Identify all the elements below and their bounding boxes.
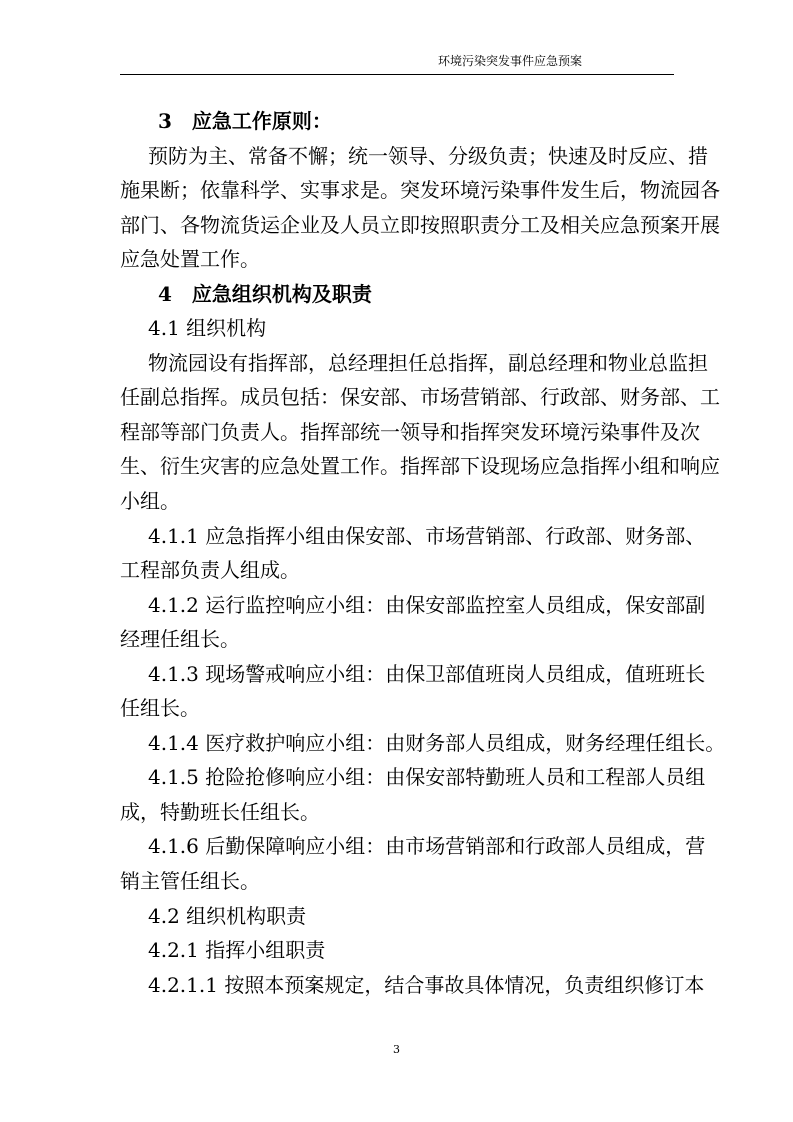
subsection-heading: 4.2 组织机构职责 (148, 903, 307, 928)
paragraph-line: 成，特勤班长任组长。 (120, 799, 320, 824)
paragraph-line: 经理任组长。 (120, 627, 240, 652)
paragraph-line: 预防为主、常备不懈；统一领导、分级负责；快速及时反应、措 (148, 143, 708, 168)
paragraph-line: 4.1.4 医疗救护响应小组：由财务部人员组成，财务经理任组长。 (148, 730, 726, 755)
paragraph-line: 生、衍生灾害的应急处置工作。指挥部下设现场应急指挥小组和响应 (120, 454, 720, 479)
paragraph-line: 销主管任组长。 (120, 869, 260, 894)
paragraph-line: 物流园设有指挥部，总经理担任总指挥，副总经理和物业总监担 (148, 350, 708, 375)
paragraph-line: 4.1.1 应急指挥小组由保安部、市场营销部、行政部、财务部、 (148, 523, 706, 548)
paragraph-line: 施果断；依靠科学、实事求是。突发环境污染事件发生后，物流园各 (120, 178, 720, 203)
paragraph-line: 任组长。 (120, 696, 200, 721)
paragraph-line: 工程部负责人组成。 (120, 558, 300, 583)
paragraph-line: 4.1.3 现场警戒响应小组：由保卫部值班岗人员组成，值班班长 (148, 661, 706, 686)
paragraph-line: 程部等部门负责人。指挥部统一领导和指挥突发环境污染事件及次 (120, 419, 700, 444)
paragraph-line: 小组。 (120, 489, 180, 514)
subsection-heading: 4.2.1 指挥小组职责 (148, 938, 326, 963)
running-header: 环境污染突发事件应急预案 (437, 54, 582, 68)
paragraph-line: 4.1.2 运行监控响应小组：由保安部监控室人员组成，保安部副 (148, 592, 706, 617)
header-rule (120, 74, 674, 75)
paragraph-line: 任副总指挥。成员包括：保安部、市场营销部、行政部、财务部、工 (120, 385, 720, 410)
paragraph-line: 部门、各物流货运企业及人员立即按照职责分工及相关应急预案开展 (120, 212, 720, 237)
section-heading-4: 4 应急组织机构及职责 (158, 281, 372, 306)
document-body (120, 104, 726, 1002)
paragraph-line: 应急处置工作。 (120, 247, 260, 272)
page-number: 3 (393, 1043, 400, 1056)
section-heading-3: 3 应急工作原则： (158, 109, 332, 133)
paragraph-line: 4.1.6 后勤保障响应小组：由市场营销部和行政部人员组成，营 (148, 834, 706, 859)
paragraph-line: 4.2.1.1 按照本预案规定，结合事故具体情况，负责组织修订本 (148, 972, 705, 997)
subsection-heading: 4.1 组织机构 (148, 316, 267, 341)
paragraph-line: 4.1.5 抢险抢修响应小组：由保安部特勤班人员和工程部人员组 (148, 765, 706, 790)
